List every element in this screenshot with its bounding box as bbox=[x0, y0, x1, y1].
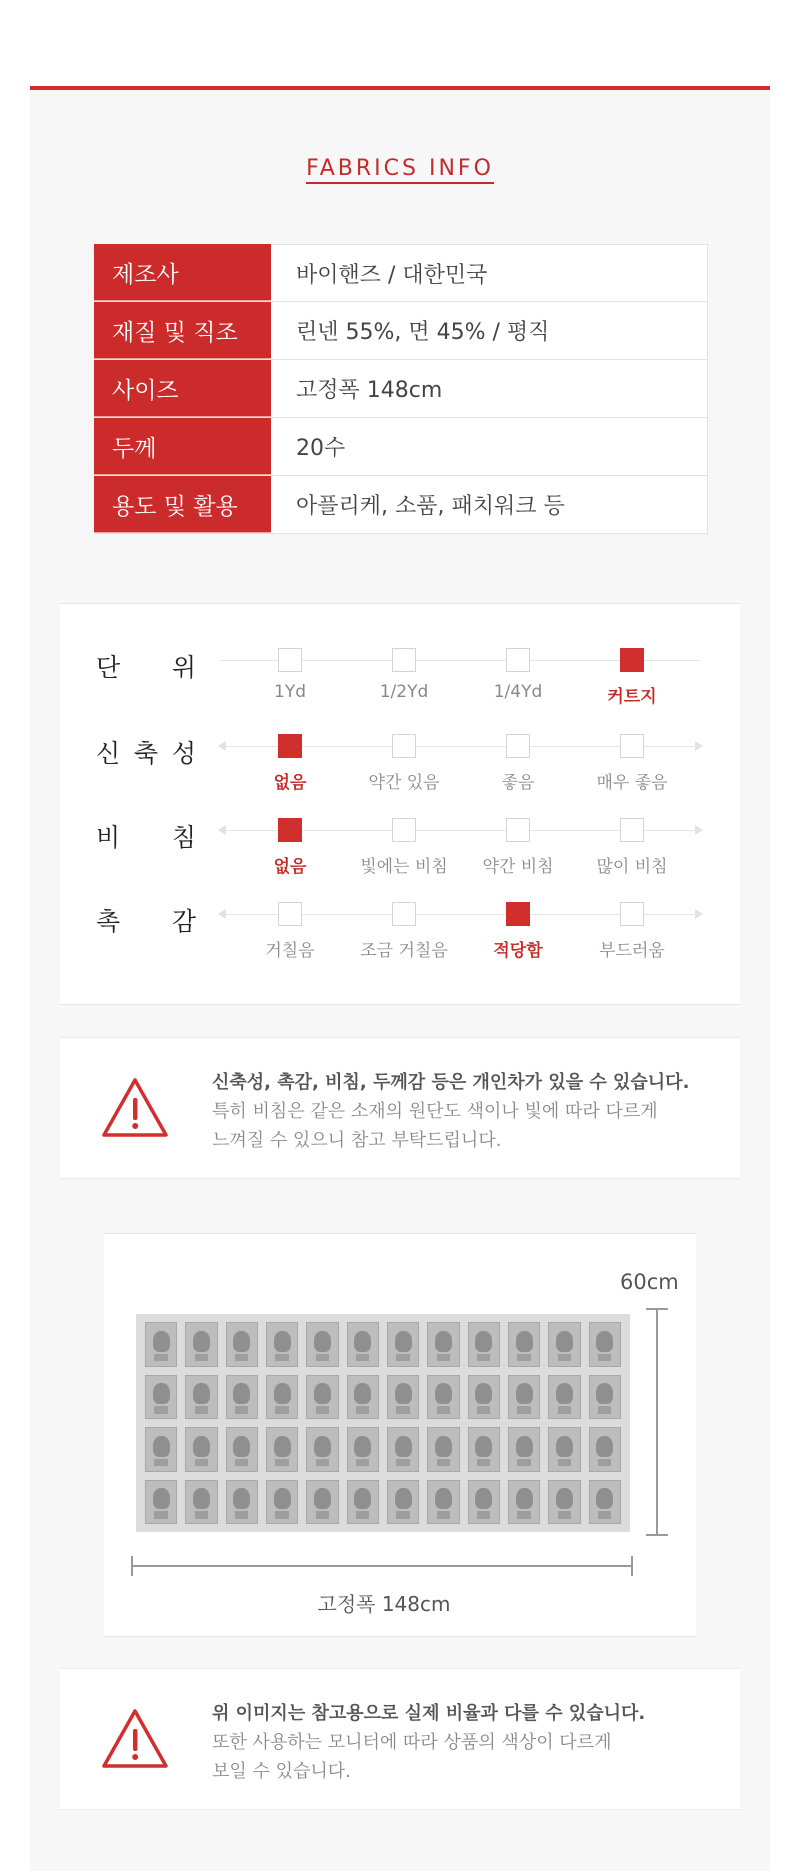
notice-line: 보일 수 있습니다. bbox=[212, 1761, 351, 1782]
spec-option bbox=[572, 734, 692, 793]
spec-label bbox=[96, 818, 196, 854]
spec-option bbox=[230, 818, 350, 877]
spec-option bbox=[344, 902, 464, 961]
spec-label-char: 신 bbox=[96, 739, 121, 768]
fabric-motif-tile bbox=[185, 1427, 217, 1472]
checkbox-unchecked bbox=[620, 734, 644, 758]
height-dimension-cap bbox=[646, 1308, 668, 1310]
notice-text bbox=[212, 1068, 712, 1155]
spec-option-label: 적당함 bbox=[493, 941, 543, 961]
spec-option bbox=[344, 734, 464, 793]
spec-row bbox=[60, 902, 740, 982]
fabric-motif-tile bbox=[548, 1427, 580, 1472]
fabric-motif-tile bbox=[508, 1322, 540, 1367]
height-dimension-line bbox=[656, 1308, 658, 1536]
spec-option-label: 1/2Yd bbox=[379, 682, 429, 702]
checkbox-checked bbox=[278, 818, 302, 842]
fabric-motif-tile bbox=[468, 1322, 500, 1367]
info-value: 린넨 55%, 면 45% / 평직 bbox=[271, 302, 708, 359]
info-row-thickness bbox=[94, 418, 708, 476]
fabric-motif-tile bbox=[226, 1480, 258, 1525]
fabric-motif-tile bbox=[347, 1375, 379, 1420]
info-key: 제조사 bbox=[94, 244, 271, 301]
spec-label-char: 축 bbox=[133, 739, 159, 768]
fabric-motif-tile bbox=[145, 1480, 177, 1525]
checkbox-unchecked bbox=[506, 734, 530, 758]
spec-row bbox=[60, 818, 740, 898]
spec-label-char: 성 bbox=[171, 739, 196, 768]
arrow-left-icon bbox=[218, 741, 226, 751]
arrow-right-icon bbox=[695, 909, 703, 919]
fabric-motif-tile bbox=[145, 1427, 177, 1472]
spec-option bbox=[458, 818, 578, 877]
checkbox-unchecked bbox=[506, 648, 530, 672]
checkbox-unchecked bbox=[392, 902, 416, 926]
spec-label-char: 위 bbox=[171, 653, 196, 682]
fabric-motif-tile bbox=[548, 1375, 580, 1420]
spec-option bbox=[572, 902, 692, 961]
fabric-motif-tile bbox=[589, 1375, 621, 1420]
spec-option-label: 조금 거칠음 bbox=[360, 941, 448, 961]
info-value: 아플리케, 소품, 패치워크 등 bbox=[271, 476, 708, 533]
spec-option bbox=[458, 648, 578, 702]
spec-option-label: 없음 bbox=[273, 857, 307, 877]
checkbox-unchecked bbox=[278, 902, 302, 926]
spec-option bbox=[572, 648, 692, 707]
fabric-motif-tile bbox=[387, 1322, 419, 1367]
checkbox-unchecked bbox=[620, 902, 644, 926]
width-dimension-label: 고정폭 148cm bbox=[317, 1592, 451, 1616]
fabric-print-image bbox=[136, 1314, 630, 1532]
info-row-material bbox=[94, 302, 708, 360]
checkbox-unchecked bbox=[506, 818, 530, 842]
fabric-motif-tile bbox=[468, 1427, 500, 1472]
spec-row bbox=[60, 648, 740, 728]
fabric-motif-tile bbox=[306, 1480, 338, 1525]
height-dimension-cap bbox=[646, 1534, 668, 1536]
fabric-motif-tile bbox=[185, 1322, 217, 1367]
spec-option bbox=[230, 902, 350, 961]
spec-option-label: 1/4Yd bbox=[493, 682, 543, 702]
fabric-motif-tile bbox=[589, 1322, 621, 1367]
info-row-manufacturer bbox=[94, 244, 708, 302]
fabric-motif-tile bbox=[427, 1375, 459, 1420]
spec-option bbox=[344, 648, 464, 702]
fabric-motif-tile bbox=[427, 1427, 459, 1472]
fabric-motif-tile bbox=[306, 1322, 338, 1367]
width-dimension-line bbox=[131, 1565, 633, 1567]
checkbox-checked bbox=[278, 734, 302, 758]
warning-triangle-icon bbox=[100, 1076, 170, 1140]
spec-option-label: 약간 비침 bbox=[482, 857, 554, 877]
checkbox-unchecked bbox=[392, 818, 416, 842]
spec-label-char: 감 bbox=[171, 907, 196, 936]
spec-option bbox=[230, 734, 350, 793]
fabric-motif-tile bbox=[589, 1427, 621, 1472]
fabric-motif-tile bbox=[266, 1427, 298, 1472]
spec-option bbox=[572, 818, 692, 877]
info-key: 두께 bbox=[94, 418, 271, 475]
notice-text bbox=[212, 1699, 712, 1786]
info-value: 20수 bbox=[271, 418, 708, 475]
fabric-motif-tile bbox=[468, 1480, 500, 1525]
fabric-motif-tile bbox=[347, 1322, 379, 1367]
spec-option bbox=[458, 902, 578, 961]
info-key: 용도 및 활용 bbox=[94, 476, 271, 533]
fabric-image-card bbox=[104, 1233, 696, 1637]
spec-label bbox=[96, 734, 196, 770]
fabric-motif-tile bbox=[548, 1480, 580, 1525]
fabric-motif-tile bbox=[306, 1375, 338, 1420]
spec-option-label: 약간 있음 bbox=[368, 773, 440, 793]
spec-option-label: 커트지 bbox=[607, 687, 657, 707]
top-divider bbox=[30, 86, 770, 90]
fabric-motif-tile bbox=[185, 1375, 217, 1420]
notice-title: 신축성, 촉감, 비침, 두께감 등은 개인차가 있을 수 있습니다. bbox=[212, 1072, 690, 1093]
fabric-motif-tile bbox=[387, 1427, 419, 1472]
warning-triangle-icon bbox=[100, 1707, 170, 1771]
spec-option-label: 거칠음 bbox=[265, 941, 315, 961]
fabric-motif-tile bbox=[508, 1375, 540, 1420]
height-dimension-label: 60cm bbox=[620, 1270, 679, 1294]
info-row-usage bbox=[94, 476, 708, 534]
notice-reference-image bbox=[60, 1668, 740, 1810]
fabric-motif-tile bbox=[226, 1322, 258, 1367]
checkbox-unchecked bbox=[392, 648, 416, 672]
fabric-motif-tile bbox=[226, 1375, 258, 1420]
spec-option-label: 없음 bbox=[273, 773, 307, 793]
fabric-spec-card bbox=[60, 603, 740, 1005]
arrow-right-icon bbox=[695, 741, 703, 751]
spec-option-label: 1Yd bbox=[274, 682, 306, 702]
fabric-motif-tile bbox=[266, 1480, 298, 1525]
checkbox-unchecked bbox=[620, 818, 644, 842]
spec-option-label: 부드러움 bbox=[599, 941, 665, 961]
spec-option-label: 빛에는 비침 bbox=[360, 857, 448, 877]
fabric-motif-tile bbox=[387, 1375, 419, 1420]
spec-label-char: 침 bbox=[171, 823, 196, 852]
notice-line: 느껴질 수 있으니 참고 부탁드립니다. bbox=[212, 1130, 502, 1151]
fabric-info-table bbox=[94, 244, 708, 534]
spec-label-char: 비 bbox=[96, 823, 121, 852]
checkbox-checked bbox=[620, 648, 644, 672]
fabric-motif-tile bbox=[387, 1480, 419, 1525]
fabric-motif-tile bbox=[427, 1480, 459, 1525]
fabric-motif-tile bbox=[508, 1480, 540, 1525]
notice-title: 위 이미지는 참고용으로 실제 비율과 다를 수 있습니다. bbox=[212, 1703, 646, 1724]
fabric-motif-tile bbox=[427, 1322, 459, 1367]
notice-line: 특히 비침은 같은 소재의 원단도 색이나 빛에 따라 다르게 bbox=[212, 1101, 658, 1122]
arrow-right-icon bbox=[695, 825, 703, 835]
fabric-motif-tile bbox=[468, 1375, 500, 1420]
spec-option bbox=[458, 734, 578, 793]
width-dimension-cap bbox=[131, 1556, 133, 1576]
notice-personal-difference bbox=[60, 1037, 740, 1179]
spec-option-label: 매우 좋음 bbox=[596, 773, 668, 793]
spec-label-char: 촉 bbox=[96, 907, 121, 936]
spec-option-label: 좋음 bbox=[501, 773, 535, 793]
spec-row bbox=[60, 734, 740, 814]
checkbox-unchecked bbox=[278, 648, 302, 672]
spec-option bbox=[344, 818, 464, 877]
fabric-motif-tile bbox=[306, 1427, 338, 1472]
fabric-motif-tile bbox=[145, 1375, 177, 1420]
fabric-motif-tile bbox=[145, 1322, 177, 1367]
spec-label bbox=[96, 902, 196, 938]
info-key: 재질 및 직조 bbox=[94, 302, 271, 359]
fabric-motif-tile bbox=[347, 1427, 379, 1472]
spec-option bbox=[230, 648, 350, 702]
fabric-motif-tile bbox=[347, 1480, 379, 1525]
section-title: FABRICS INFO bbox=[0, 156, 800, 181]
width-dimension-cap bbox=[631, 1556, 633, 1576]
fabric-motif-tile bbox=[266, 1322, 298, 1367]
info-row-size bbox=[94, 360, 708, 418]
info-value: 고정폭 148cm bbox=[271, 360, 708, 417]
fabric-motif-tile bbox=[548, 1322, 580, 1367]
checkbox-unchecked bbox=[392, 734, 416, 758]
spec-option-label: 많이 비침 bbox=[596, 857, 668, 877]
info-value: 바이핸즈 / 대한민국 bbox=[271, 244, 708, 301]
fabric-motif-tile bbox=[266, 1375, 298, 1420]
fabric-motif-tile bbox=[185, 1480, 217, 1525]
fabric-motif-tile bbox=[508, 1427, 540, 1472]
arrow-left-icon bbox=[218, 909, 226, 919]
spec-label-char: 단 bbox=[96, 653, 121, 682]
arrow-left-icon bbox=[218, 825, 226, 835]
checkbox-checked bbox=[506, 902, 530, 926]
fabric-motif-tile bbox=[589, 1480, 621, 1525]
fabric-motif-tile bbox=[226, 1427, 258, 1472]
spec-label bbox=[96, 648, 196, 684]
info-key: 사이즈 bbox=[94, 360, 271, 417]
notice-line: 또한 사용하는 모니터에 따라 상품의 색상이 다르게 bbox=[212, 1732, 612, 1753]
